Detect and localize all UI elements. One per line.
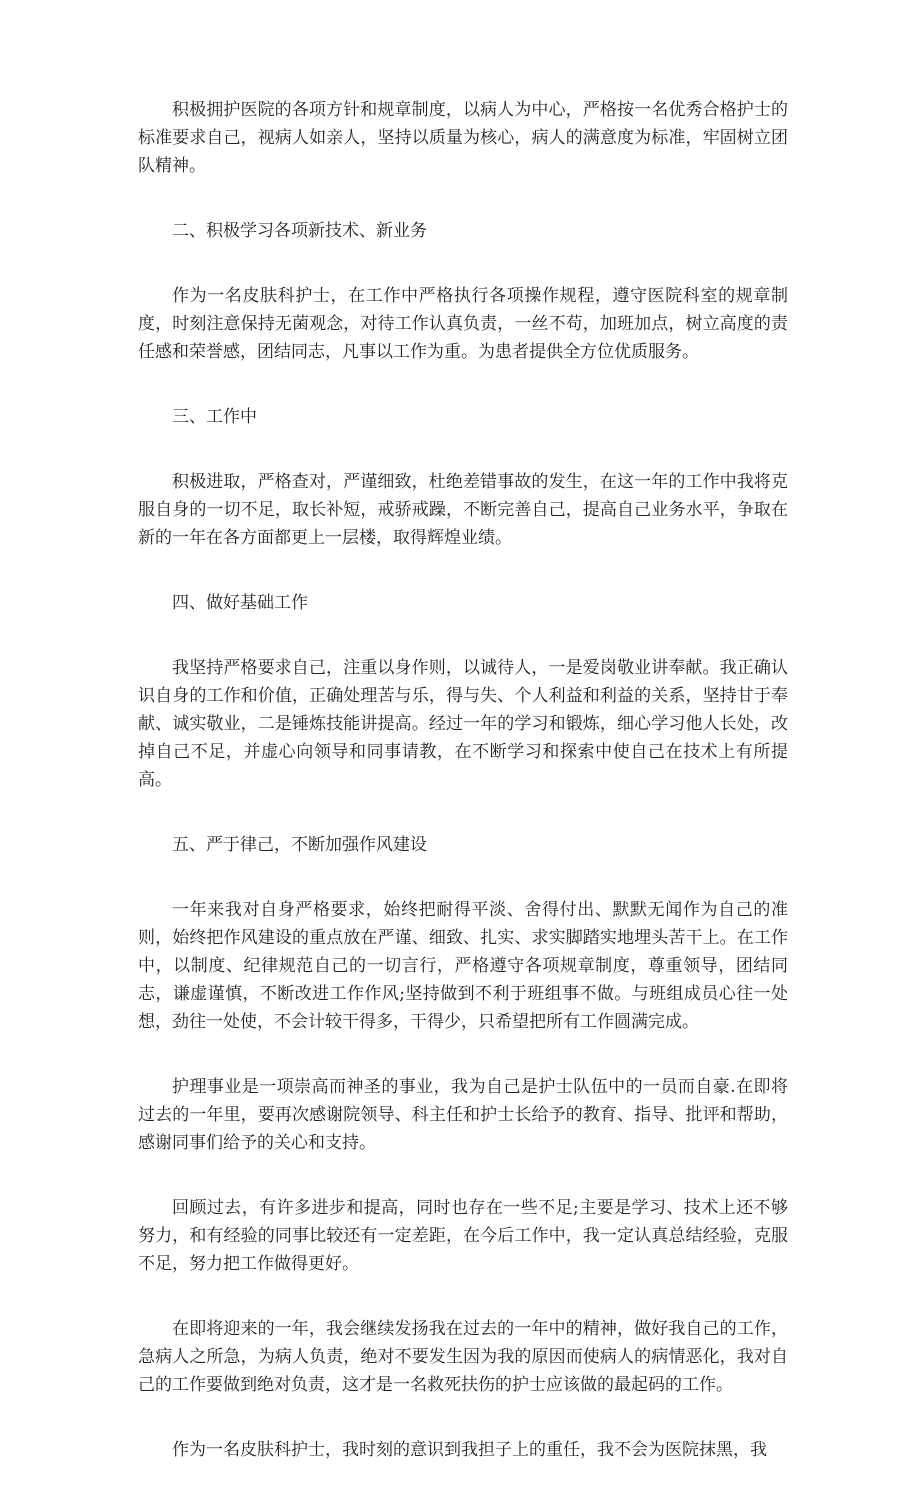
section-heading-3: 三、工作中 bbox=[172, 407, 257, 427]
paragraph-intro: 积极拥护医院的各项方针和规章制度，以病人为中心，严格按一名优秀合格护士的标准要求自己，视病人如亲人，坚持以质量为核心，病人的满意度为标准，牢固树立团队精神。 bbox=[138, 100, 788, 176]
paragraph-section-2: 作为一名皮肤科护士，在工作中严格执行各项操作规程，遵守医院科室的规章制度，时刻注意保持无菌观念，对待工作认真负责，一丝不苟，加班加点，树立高度的责任感和荣誉感，团结同志，凡事以工作为重。为患者提供全方位优质服务。 bbox=[138, 286, 788, 362]
paragraph-closing: 作为一名皮肤科护士，我时刻的意识到我担子上的重任，我不会为医院抹黑，我 bbox=[172, 1440, 767, 1460]
paragraph-section-4: 我坚持严格要求自己，注重以身作则，以诚待人，一是爱岗敬业讲奉献。我正确认识自身的工作和价值，正确处理苦与乐，得与失、个人利益和利益的关系，坚持甘于奉献、诚实敬业，二是锤炼技能讲提高。经过一年的学习和锻炼，细心学习他人长处，改掉自己不足，并虚心向领导和同事请教，在不断学习和探索中使自己在技术上有所提高。 bbox=[138, 658, 788, 790]
document-body bbox=[138, 96, 788, 1501]
paragraph-gratitude: 护理事业是一项崇高而神圣的事业，我为自己是护士队伍中的一员而自豪.在即将过去的一年里，要再次感谢院领导、科主任和护士长给予的教育、指导、批评和帮助，感谢同事们给予的关心和支持。 bbox=[138, 1077, 788, 1153]
paragraph-section-3: 积极进取，严格查对，严谨细致，杜绝差错事故的发生，在这一年的工作中我将克服自身的一切不足，取长补短，戒骄戒躁，不断完善自己，提高自己业务水平，争取在新的一年在各方面都更上一层楼，取得辉煌业绩。 bbox=[138, 472, 788, 548]
paragraph-outlook: 在即将迎来的一年，我会继续发扬我在过去的一年中的精神，做好我自己的工作，急病人之所急，为病人负责，绝对不要发生因为我的原因而使病人的病情恶化，我对自己的工作要做到绝对负责，这才是一名救死扶伤的护士应该做的最起码的工作。 bbox=[138, 1319, 788, 1395]
section-heading-5: 五、严于律己，不断加强作风建设 bbox=[172, 835, 427, 855]
section-heading-2: 二、积极学习各项新技术、新业务 bbox=[172, 221, 427, 241]
section-heading-4: 四、做好基础工作 bbox=[172, 593, 308, 613]
paragraph-section-5: 一年来我对自身严格要求，始终把耐得平淡、舍得付出、默默无闻作为自己的准则，始终把作风建设的重点放在严谨、细致、扎实、求实脚踏实地埋头苦干上。在工作中，以制度、纪律规范自己的一切言行，严格遵守各项规章制度，尊重领导，团结同志，谦虚谨慎，不断改进工作作风;坚持做到不利于班组事不做。与班组成员心往一处想，劲往一处使，不会计较干得多，干得少，只希望把所有工作圆满完成。 bbox=[138, 900, 788, 1032]
paragraph-review: 回顾过去，有许多进步和提高，同时也存在一些不足;主要是学习、技术上还不够努力，和有经验的同事比较还有一定差距，在今后工作中，我一定认真总结经验，克服不足，努力把工作做得更好。 bbox=[138, 1198, 788, 1274]
